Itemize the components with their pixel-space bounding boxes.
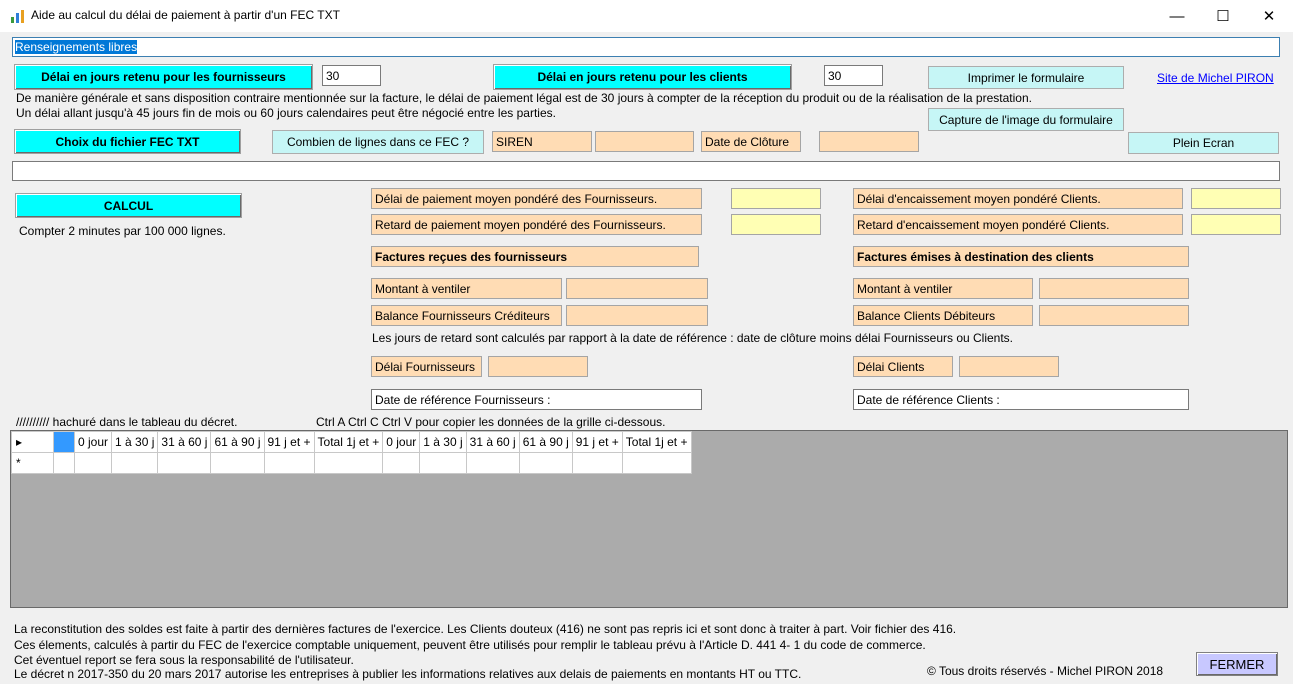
grid-col-header[interactable]: 1 à 30 j xyxy=(112,432,158,453)
grid-corner-cell[interactable] xyxy=(54,432,75,453)
grid-col-header[interactable]: Total 1j et + xyxy=(314,432,383,453)
calc-button[interactable]: CALCUL xyxy=(15,193,242,218)
left-edge xyxy=(0,32,4,672)
hatch-note: ////////// hachuré dans le tableau du décret. xyxy=(16,415,238,429)
grid-col-header[interactable]: 91 j et + xyxy=(572,432,622,453)
client-balance-value xyxy=(1039,305,1189,326)
siren-label: SIREN xyxy=(492,131,592,152)
grid-cell[interactable] xyxy=(314,453,383,474)
supplier-avg-delay-label: Délai de paiement moyen pondéré des Fournisseurs. xyxy=(371,188,702,209)
capture-form-button[interactable]: Capture de l'image du formulaire xyxy=(928,108,1124,131)
client-avg-delay-label: Délai d'encaissement moyen pondéré Clients. xyxy=(853,188,1183,209)
supplier-delay-field-value xyxy=(488,356,588,377)
grid-cell[interactable] xyxy=(158,453,211,474)
client-avg-late-value xyxy=(1191,214,1281,235)
minimize-button[interactable]: — xyxy=(1169,7,1185,25)
row-marker-icon: ▸ xyxy=(12,432,54,453)
calc-hint: Compter 2 minutes par 100 000 lignes. xyxy=(19,224,226,238)
grid-col-header[interactable]: 31 à 60 j xyxy=(158,432,211,453)
client-avg-late-label: Retard d'encaissement moyen pondéré Clients. xyxy=(853,214,1183,235)
late-days-note: Les jours de retard sont calculés par rapport à la date de référence : date de clôture moins délai Fournisseurs ou Clients. xyxy=(372,331,1014,345)
client-ref-date: Date de référence Clients : xyxy=(853,389,1189,410)
supplier-avg-late-value xyxy=(731,214,821,235)
grid-cell[interactable] xyxy=(383,453,420,474)
grid-col-header[interactable]: 0 jour xyxy=(75,432,112,453)
grid-cell[interactable] xyxy=(622,453,691,474)
grid-cell[interactable] xyxy=(519,453,572,474)
grid-cell[interactable] xyxy=(54,453,75,474)
grid-header-row xyxy=(12,432,692,453)
close-window-button[interactable]: ✕ xyxy=(1262,8,1276,25)
grid-cell[interactable] xyxy=(572,453,622,474)
footer-line-4: Le décret n 2017-350 du 20 mars 2017 autorise les entreprises à publier les informations relatives aux delais de paiements en montants HT ou TTC. xyxy=(14,667,802,681)
close-form-button[interactable]: FERMER xyxy=(1196,652,1278,676)
client-amount-value xyxy=(1039,278,1189,299)
supplier-avg-delay-value xyxy=(731,188,821,209)
grid-cell[interactable] xyxy=(75,453,112,474)
grid-col-header[interactable]: 91 j et + xyxy=(264,432,314,453)
grid-cell[interactable] xyxy=(420,453,466,474)
grid-table xyxy=(11,431,692,474)
print-form-button[interactable]: Imprimer le formulaire xyxy=(928,66,1124,89)
closing-date-label: Date de Clôture xyxy=(701,131,801,152)
footer-line-1: La reconstitution des soldes est faite à partir des dernières factures de l'exercice. Les Clients douteux (416) ne sont pas repris ici et sont donc à traiter à part. Voir fichier des 416. xyxy=(14,622,957,636)
grid-col-header[interactable]: 1 à 30 j xyxy=(420,432,466,453)
grid-new-row xyxy=(12,453,692,474)
closing-date-value xyxy=(819,131,919,152)
window-title: Aide au calcul du délai de paiement à partir d'un FEC TXT xyxy=(31,8,340,22)
client-avg-delay-value xyxy=(1191,188,1281,209)
grid-col-header[interactable]: 0 jour xyxy=(383,432,420,453)
new-row-icon: * xyxy=(12,453,54,474)
client-balance-label: Balance Clients Débiteurs xyxy=(853,305,1033,326)
grid-cell[interactable] xyxy=(112,453,158,474)
supplier-balance-label: Balance Fournisseurs Créditeurs xyxy=(371,305,562,326)
count-lines-button[interactable]: Combien de lignes dans ce FEC ? xyxy=(272,130,484,154)
fullscreen-button[interactable]: Plein Ecran xyxy=(1128,132,1279,154)
maximize-button[interactable]: ☐ xyxy=(1216,8,1230,25)
info-line-1: De manière générale et sans disposition contraire mentionnée sur la facture, le délai de paiement légal est de 30 jours à compter de la réception du produit ou de la réalisation de la prestation. xyxy=(16,91,1032,105)
free-info-text: Renseignements libres xyxy=(15,40,138,54)
grid-cell[interactable] xyxy=(211,453,264,474)
grid-col-header[interactable]: 61 à 90 j xyxy=(211,432,264,453)
choose-fec-file-button[interactable]: Choix du fichier FEC TXT xyxy=(14,129,241,154)
site-link[interactable]: Site de Michel PIRON xyxy=(1157,71,1274,85)
grid-col-header[interactable]: 31 à 60 j xyxy=(466,432,519,453)
info-line-2: Un délai allant jusqu'à 45 jours fin de mois ou 60 jours calendaires peut être négocié entre les parties. xyxy=(16,106,556,120)
grid-col-header[interactable]: Total 1j et + xyxy=(622,432,691,453)
footer-line-3: Cet éventuel report se fera sous la responsabilité de l'utilisateur. xyxy=(14,653,354,667)
client-delay-label: Délai en jours retenu pour les clients xyxy=(493,64,792,90)
supplier-balance-value xyxy=(566,305,708,326)
free-info-input[interactable] xyxy=(12,37,1280,57)
app-chart-icon xyxy=(10,8,26,24)
client-amount-label: Montant à ventiler xyxy=(853,278,1033,299)
supplier-ref-date: Date de référence Fournisseurs : xyxy=(371,389,702,410)
grid-cell[interactable] xyxy=(264,453,314,474)
file-path-field[interactable] xyxy=(12,161,1280,181)
siren-value xyxy=(595,131,694,152)
supplier-avg-late-label: Retard de paiement moyen pondéré des Fournisseurs. xyxy=(371,214,702,235)
footer-line-2: Ces élements, calculés à partir du FEC de l'exercice comptable uniquement, peuvent être utilisés pour remplir le tableau prévu à l'Article D. 441 4- 1 du code de commerce. xyxy=(14,638,926,652)
copyright: © Tous droits réservés - Michel PIRON 2018 xyxy=(927,664,1164,678)
grid-col-header[interactable]: 61 à 90 j xyxy=(519,432,572,453)
client-delay-input[interactable] xyxy=(824,65,883,86)
client-section-title: Factures émises à destination des clients xyxy=(853,246,1189,267)
client-delay-field-label: Délai Clients xyxy=(853,356,953,377)
supplier-delay-field-label: Délai Fournisseurs xyxy=(371,356,482,377)
client-delay-field-value xyxy=(959,356,1059,377)
supplier-section-title: Factures reçues des fournisseurs xyxy=(371,246,699,267)
supplier-delay-label: Délai en jours retenu pour les fournisseurs xyxy=(14,64,313,90)
supplier-amount-value xyxy=(566,278,708,299)
grid-cell[interactable] xyxy=(466,453,519,474)
data-grid[interactable] xyxy=(10,430,1288,608)
supplier-delay-input[interactable] xyxy=(322,65,381,86)
copy-note: Ctrl A Ctrl C Ctrl V pour copier les données de la grille ci-dessous. xyxy=(316,415,666,429)
supplier-amount-label: Montant à ventiler xyxy=(371,278,562,299)
